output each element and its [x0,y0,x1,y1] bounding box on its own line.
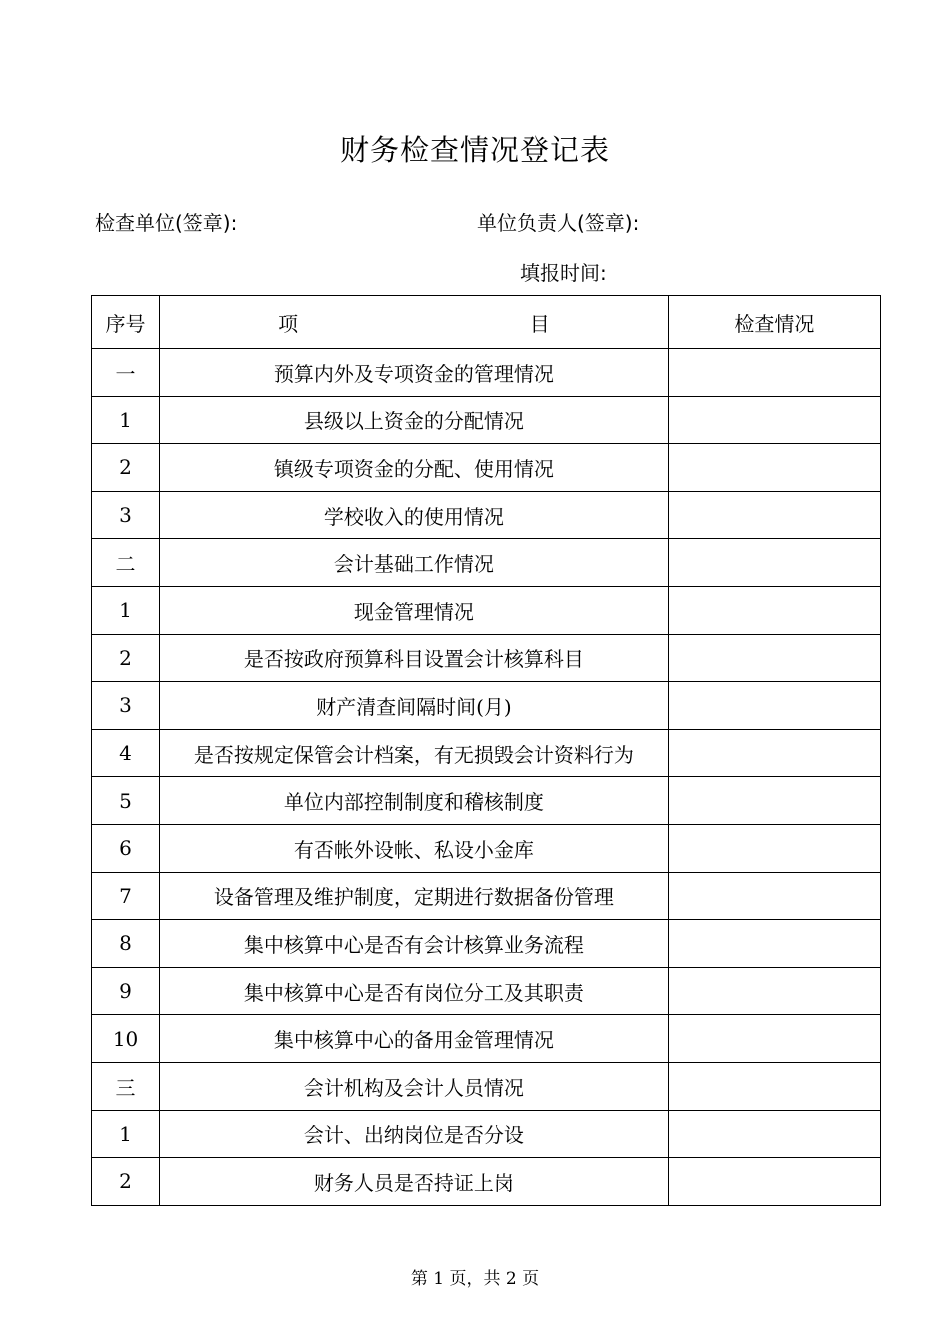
serial-number-cell: 7 [92,872,160,920]
header-item [160,296,669,349]
section-title-cell: 会计基础工作情况 [160,539,669,587]
check-status-cell[interactable] [668,396,880,444]
check-status-cell[interactable] [668,967,880,1015]
table-row [92,920,881,968]
table-row [92,872,881,920]
item-cell: 是否按政府预算科目设置会计核算科目 [160,634,669,682]
table-row [92,1015,881,1063]
table-header-row [92,296,881,349]
serial-number-cell: 1 [92,396,160,444]
item-cell: 镇级专项资金的分配、使用情况 [160,444,669,492]
serial-number-cell: 6 [92,824,160,872]
table-row [92,729,881,777]
check-status-cell[interactable] [668,491,880,539]
item-cell: 县级以上资金的分配情况 [160,396,669,444]
item-cell: 集中核算中心是否有岗位分工及其职责 [160,967,669,1015]
serial-number-cell: 2 [92,1158,160,1206]
item-cell: 设备管理及维护制度，定期进行数据备份管理 [160,872,669,920]
section-row [92,349,881,397]
check-status-cell[interactable] [668,872,880,920]
check-status-cell[interactable] [668,539,880,587]
check-status-cell[interactable] [668,729,880,777]
header-item-right: 目 [529,311,550,336]
item-cell: 集中核算中心是否有会计核算业务流程 [160,920,669,968]
page-number: 第 1 页，共 2 页 [410,1269,540,1289]
serial-number-cell: 三 [92,1062,160,1110]
item-cell: 财产清查间隔时间(月) [160,682,669,730]
check-status-cell[interactable] [668,777,880,825]
item-cell: 会计、出纳岗位是否分设 [160,1110,669,1158]
serial-number-cell: 8 [92,920,160,968]
item-cell: 有否帐外设帐、私设小金库 [160,824,669,872]
header-check-status: 检查情况 [668,296,880,349]
serial-number-cell: 1 [92,1110,160,1158]
table-body [92,349,881,1206]
serial-number-cell: 5 [92,777,160,825]
serial-number-cell: 3 [92,682,160,730]
table-row [92,491,881,539]
table-row [92,777,881,825]
serial-number-cell: 二 [92,539,160,587]
table-row [92,444,881,492]
table-row [92,586,881,634]
serial-number-cell: 2 [92,444,160,492]
serial-number-cell: 4 [92,729,160,777]
serial-number-cell: 2 [92,634,160,682]
table-row [92,1158,881,1206]
item-cell: 现金管理情况 [160,586,669,634]
section-row [92,1062,881,1110]
table-row [92,634,881,682]
check-status-cell[interactable] [668,1110,880,1158]
check-status-cell[interactable] [668,682,880,730]
check-status-cell[interactable] [668,586,880,634]
check-status-cell[interactable] [668,1158,880,1206]
serial-number-cell: 一 [92,349,160,397]
serial-number-cell: 1 [92,586,160,634]
serial-number-cell: 9 [92,967,160,1015]
header-serial-number: 序号 [92,296,160,349]
serial-number-cell: 10 [92,1015,160,1063]
table-row [92,824,881,872]
check-status-cell[interactable] [668,920,880,968]
check-status-cell[interactable] [668,444,880,492]
section-title-cell: 会计机构及会计人员情况 [160,1062,669,1110]
section-row [92,539,881,587]
item-cell: 单位内部控制制度和稽核制度 [160,777,669,825]
check-status-cell[interactable] [668,634,880,682]
item-cell: 集中核算中心的备用金管理情况 [160,1015,669,1063]
fill-date-label: 填报时间: [520,261,607,285]
item-cell: 财务人员是否持证上岗 [160,1158,669,1206]
item-cell: 学校收入的使用情况 [160,491,669,539]
section-title-cell: 预算内外及专项资金的管理情况 [160,349,669,397]
unit-head-signature-label: 单位负责人(签章): [477,211,640,235]
table-row [92,967,881,1015]
serial-number-cell: 3 [92,491,160,539]
check-status-cell[interactable] [668,1062,880,1110]
item-cell: 是否按规定保管会计档案，有无损毁会计资料行为 [160,729,669,777]
check-status-cell[interactable] [668,824,880,872]
table-row [92,396,881,444]
inspecting-unit-signature-label: 检查单位(签章): [95,211,238,235]
header-item-left: 项 [278,311,299,336]
table-row [92,682,881,730]
inspection-table [91,295,881,1206]
check-status-cell[interactable] [668,349,880,397]
table-row [92,1110,881,1158]
page-title: 财务检查情况登记表 [339,133,610,167]
check-status-cell[interactable] [668,1015,880,1063]
